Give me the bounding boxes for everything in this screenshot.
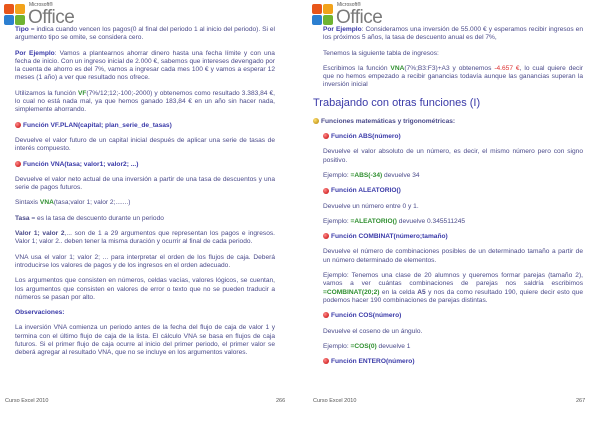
- text: y nos da como resultado 190, quiere decir esto que podemos hacer 190 combinaciones de parejas distintas.: [323, 288, 583, 304]
- footer-title: Curso Excel 2010: [5, 398, 49, 404]
- text: Devuelve el número de combinaciones posibles de un determinado tamaño a partir de un número determinado de elementos.: [323, 248, 583, 264]
- example-lead: Por Ejemplo: [15, 49, 55, 57]
- text: Devuelve el valor neto actual de una inversión a partir de una tasa de descuentos y una serie de pagos futuros.: [15, 175, 275, 192]
- term: Tipo: [15, 26, 29, 33]
- function-heading: [5, 161, 275, 169]
- text: : Consideramos una inversión de 55.000 € y esperamos recibir ingresos en los próximos 5 años, la tasa de descuento anual es del 7%,: [323, 26, 583, 42]
- page-number: 267: [576, 398, 586, 404]
- heading-text: Función COS(número): [331, 312, 402, 320]
- function-heading: [313, 233, 583, 241]
- function-name: VNA: [390, 64, 405, 72]
- logo-name: Office: [336, 7, 383, 28]
- paragraph: [313, 343, 583, 351]
- example-lead: Por Ejemplo: [323, 26, 362, 33]
- text: Ejemplo: Tenemos una clase de 20 alumnos y queremos formar parejas (tamaño 2), vamos a ver cuántas combinaciones de parejas nos saldría escribimos: [323, 272, 583, 288]
- function-heading: [5, 122, 275, 130]
- bullet-icon: [323, 358, 329, 364]
- text: Escribimos la función: [323, 64, 391, 72]
- office-logo-icon: [312, 4, 334, 26]
- function-name: VNA: [39, 199, 54, 207]
- heading-text: Función ABS(número): [331, 133, 401, 141]
- function-name: =COS(0): [350, 342, 377, 350]
- logo-brand: Microsoft®: [29, 2, 53, 8]
- paragraph: [313, 218, 583, 226]
- category-heading: [313, 118, 583, 126]
- paragraph: [5, 215, 275, 223]
- text: Ejemplo:: [323, 342, 351, 350]
- heading-text: Función ENTERO(número): [331, 358, 415, 366]
- bullet-icon: [323, 233, 329, 239]
- function-name: =COMBINAT(20;2): [323, 288, 380, 296]
- section-heading: Trabajando con otras funciones (I): [313, 96, 481, 109]
- paragraph: [5, 230, 275, 247]
- term: Valor 1; valor 2: [15, 230, 65, 238]
- paragraph: [5, 26, 275, 43]
- heading-text: Función COMBINAT(número;tamaño): [331, 233, 448, 241]
- text: Ejemplo:: [323, 171, 351, 179]
- text: Devuelve el valor absoluto de un número, es decir, el mismo número pero con signo positivo.: [323, 148, 583, 164]
- bullet-icon: [323, 312, 329, 318]
- term: Tasa: [15, 214, 30, 222]
- text: devuelve 1: [376, 342, 411, 350]
- office-logo-right: [312, 3, 382, 27]
- logo-brand: Microsoft®: [337, 2, 361, 8]
- text: La inversión VNA comienza un periodo antes de la fecha del flujo de caja de valor 1 y termina con el último flujo de caja de la lista. El cálculo VNA se basa en flujos de caja futuros. Si el primer flujo de caja ocurre al inicio del primer periodo, el primer valor se deberá agregar al resultado VNA, que no se incluye en los argumentos valores.: [15, 324, 275, 357]
- text: = es la tasa de descuento durante un periodo: [29, 214, 164, 222]
- bullet-icon: [323, 133, 329, 139]
- heading-text: Función VNA(tasa; valor1; valor2; ...): [23, 160, 139, 168]
- left-content: [5, 26, 275, 365]
- text: devuelve 0.345511245: [396, 217, 466, 225]
- office-logo-icon: [4, 4, 26, 26]
- text: : Vamos a plantearnos ahorrar dinero hasta una fecha límite y con una fecha de inicio. Con un ingreso inicial de 2.000 €, sabemos que intereses devengado por la cuenta de ahorro es del 7%, vamos a ingresar cada mes 100 € y vamos a esperar 12 meses (1 año) a ver que resultado nos ofrece.: [15, 49, 275, 82]
- text: = indica cuando vencen los pagos(0 al final del periodo 1 al inicio del periodo). Si el argumento tipo se omite, se considera cero.: [15, 26, 275, 42]
- text: en la celda: [379, 288, 418, 296]
- text: ,... son de 1 a 29 argumentos que representan los pagos e ingresos. Valor 1; valor 2.. deben tener la misma duración y ocurrir al final de cada periodo.: [15, 230, 275, 246]
- text: Devuelve el coseno de un ángulo.: [323, 327, 423, 335]
- function-heading: [313, 358, 583, 366]
- function-heading: [313, 312, 583, 320]
- subheading: Observaciones:: [15, 309, 65, 317]
- text: (tasa;valor 1; valor 2;.......): [53, 199, 131, 207]
- function-name: VF: [77, 89, 87, 97]
- text: Devuelve un número entre 0 y 1.: [323, 202, 419, 210]
- paragraph: [5, 199, 275, 207]
- paragraph: [313, 203, 583, 211]
- text: Los argumentos que consisten en números, celdas vacías, valores lógicos, se cuentan, los argumentos que consisten en valores de error o texto que no se pueden traducir a números se pasan por alto.: [15, 277, 275, 301]
- page-number: 266: [276, 398, 286, 404]
- text: Utilizamos la función: [15, 89, 78, 97]
- paragraph: [5, 254, 275, 271]
- paragraph: [313, 50, 583, 58]
- bullet-icon: [323, 188, 329, 194]
- paragraph: [313, 248, 583, 265]
- bullet-icon: [15, 122, 21, 128]
- paragraph: [5, 309, 275, 317]
- text: (7%;B3:F3)+A3 y obtenemos: [404, 64, 495, 72]
- negative-value: -4.657 €: [494, 64, 520, 72]
- function-heading: [313, 133, 583, 141]
- paragraph: [5, 137, 275, 154]
- footer-title: Curso Excel 2010: [313, 398, 357, 404]
- paragraph: [5, 90, 275, 115]
- bullet-icon: [15, 161, 21, 167]
- function-name: =ABS(-34): [350, 171, 383, 179]
- paragraph: [5, 324, 275, 357]
- logo-name: Office: [28, 7, 75, 28]
- paragraph: [313, 26, 583, 43]
- text: Devuelve el valor futuro de un capital inicial después de aplicar una serie de tasas de interés compuesto.: [15, 136, 275, 153]
- bullet-icon: [313, 118, 319, 124]
- text: Sintaxis: [15, 199, 40, 207]
- paragraph: [5, 50, 275, 83]
- cell-ref: A5: [417, 288, 426, 296]
- text: devuelve 34: [382, 171, 420, 179]
- function-name: =ALEATORIO(): [350, 217, 397, 225]
- heading-text: Funciones matemáticas y trigonométricas:: [321, 117, 456, 125]
- text: Tenemos la siguiente tabla de ingresos:: [323, 49, 439, 57]
- office-logo: [4, 3, 74, 27]
- paragraph: [313, 172, 583, 180]
- paragraph: [313, 272, 583, 305]
- heading-text: Función VF.PLAN(capital; plan_serie_de_tasas): [23, 121, 172, 129]
- right-content: [313, 26, 583, 373]
- text: Ejemplo:: [323, 217, 351, 225]
- paragraph: [313, 65, 583, 90]
- paragraph: [5, 176, 275, 193]
- paragraph: [313, 328, 583, 336]
- paragraph: [313, 148, 583, 165]
- text: (7%/12;12;-100;-2000) y obtenemos como resultado 3.383,84 €, lo cual no está nada mal, ya que hemos ganado 183,84 € en un año sin hacer nada, simplemente ahorrando.: [15, 89, 275, 114]
- paragraph: [5, 277, 275, 302]
- text: , lo cual quiere decir que no hemos empezado a recibir ganancias todavía aunque las ganancias superan la inversión inicial: [323, 64, 583, 89]
- function-heading: [313, 187, 583, 195]
- heading-text: Función ALEATORIO(): [331, 187, 401, 195]
- text: VNA usa el valor 1; valor 2; ... para interpretar el orden de los flujos de caja. Deberá introducirse los valores de pagos y de los ingresos en el orden adecuado.: [15, 253, 275, 269]
